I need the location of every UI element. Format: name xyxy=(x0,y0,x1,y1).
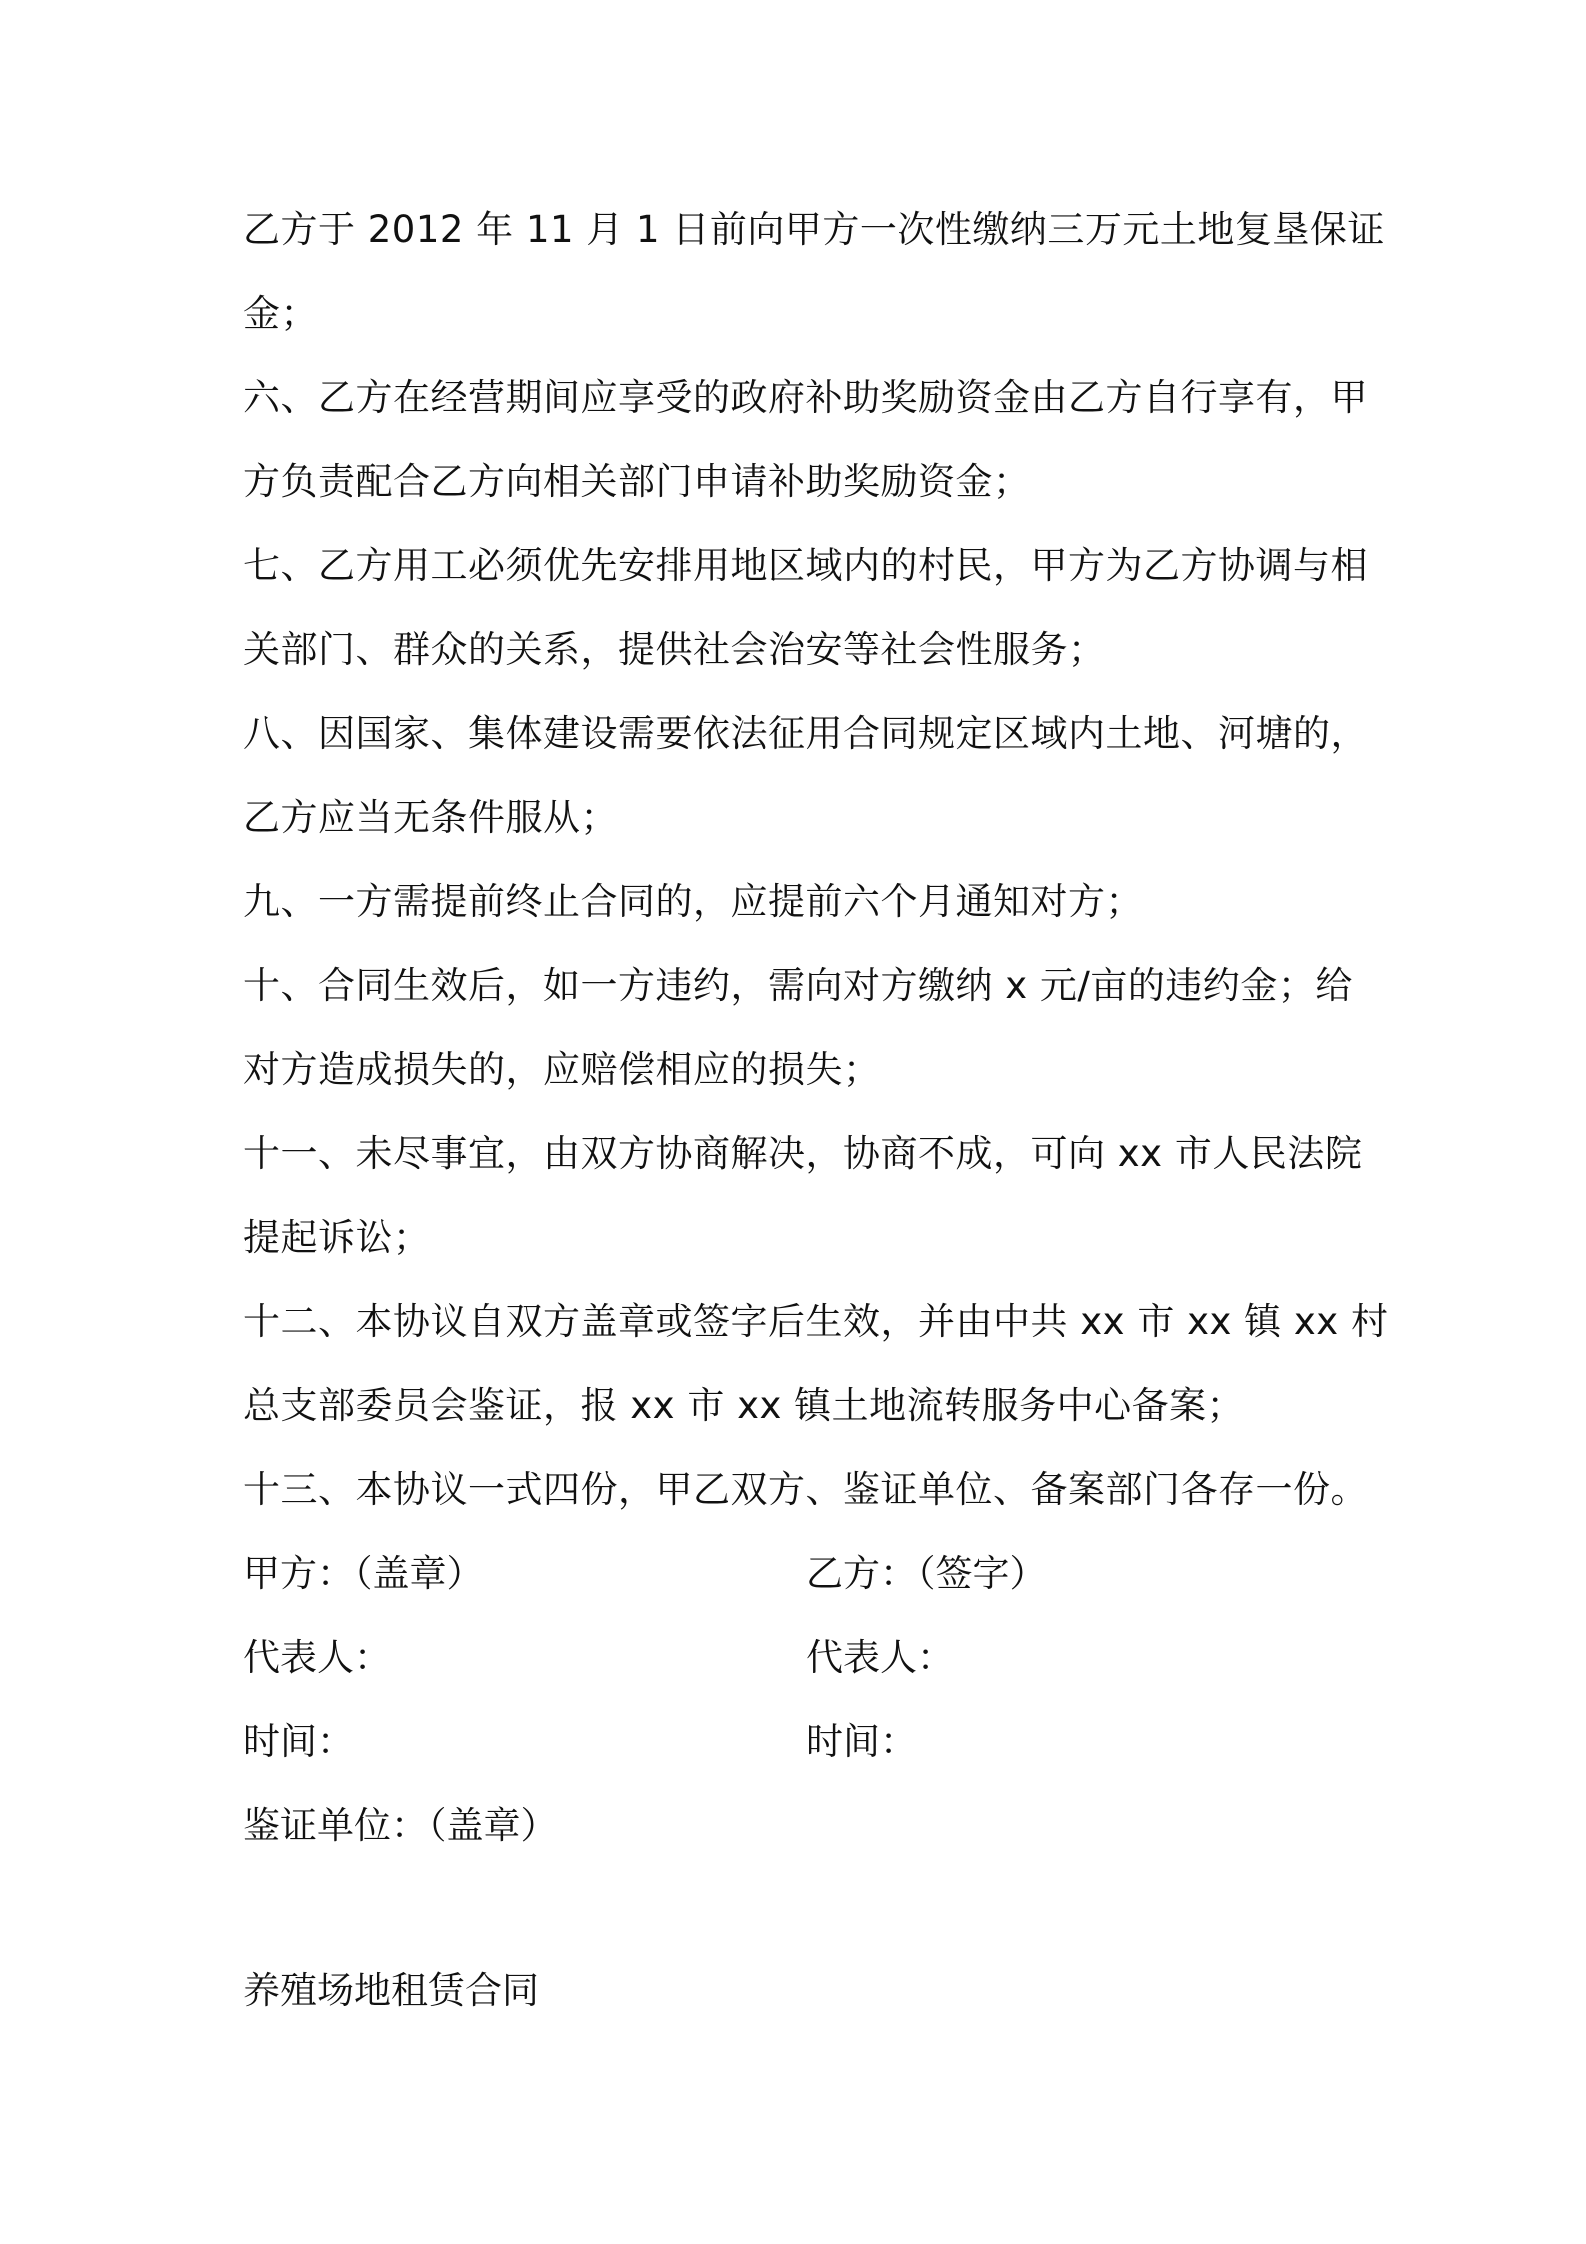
party-b-label: 乙方：（签字） xyxy=(806,1552,1047,1595)
paragraph-line: 金； xyxy=(243,292,318,335)
paragraph-line: 十三、本协议一式四份，甲乙双方、鉴证单位、备案部门各存一份。 xyxy=(243,1468,1368,1511)
paragraph-line: 关部门、群众的关系，提供社会治安等社会性服务； xyxy=(243,628,1106,671)
time-b-label: 时间： xyxy=(806,1720,917,1763)
next-contract-title: 养殖场地租赁合同 xyxy=(243,1969,539,2012)
paragraph-line: 提起诉讼； xyxy=(243,1216,431,1259)
paragraph-line: 十一、未尽事宜，由双方协商解决，协商不成，可向 xx 市人民法院 xyxy=(243,1132,1363,1175)
paragraph-line: 方负责配合乙方向相关部门申请补助奖励资金； xyxy=(243,460,1031,503)
paragraph-line: 乙方应当无条件服从； xyxy=(243,796,618,839)
paragraph-line: 九、一方需提前终止合同的，应提前六个月通知对方； xyxy=(243,880,1143,923)
representative-b-label: 代表人： xyxy=(806,1636,954,1679)
paragraph-line: 七、乙方用工必须优先安排用地区域内的村民，甲方为乙方协调与相 xyxy=(243,544,1368,587)
paragraph-line: 六、乙方在经营期间应享受的政府补助奖励资金由乙方自行享有，甲 xyxy=(243,376,1368,419)
paragraph-line: 对方造成损失的，应赔偿相应的损失； xyxy=(243,1048,881,1091)
paragraph-line: 十、合同生效后，如一方违约，需向对方缴纳 x 元/亩的违约金；给 xyxy=(243,964,1353,1007)
paragraph-line: 总支部委员会鉴证，报 xx 市 xx 镇土地流转服务中心备案； xyxy=(243,1384,1245,1427)
time-a-label: 时间： xyxy=(243,1720,354,1763)
paragraph-line: 十二、本协议自双方盖章或签字后生效，并由中共 xx 市 xx 镇 xx 村 xyxy=(243,1300,1389,1343)
paragraph-line: 乙方于 2012 年 11 月 1 日前向甲方一次性缴纳三万元土地复垦保证 xyxy=(243,208,1385,251)
party-a-label: 甲方：（盖章） xyxy=(243,1552,484,1595)
witness-label: 鉴证单位：（盖章） xyxy=(243,1804,558,1847)
representative-a-label: 代表人： xyxy=(243,1636,391,1679)
paragraph-line: 八、因国家、集体建设需要依法征用合同规定区域内土地、河塘的， xyxy=(243,712,1368,755)
